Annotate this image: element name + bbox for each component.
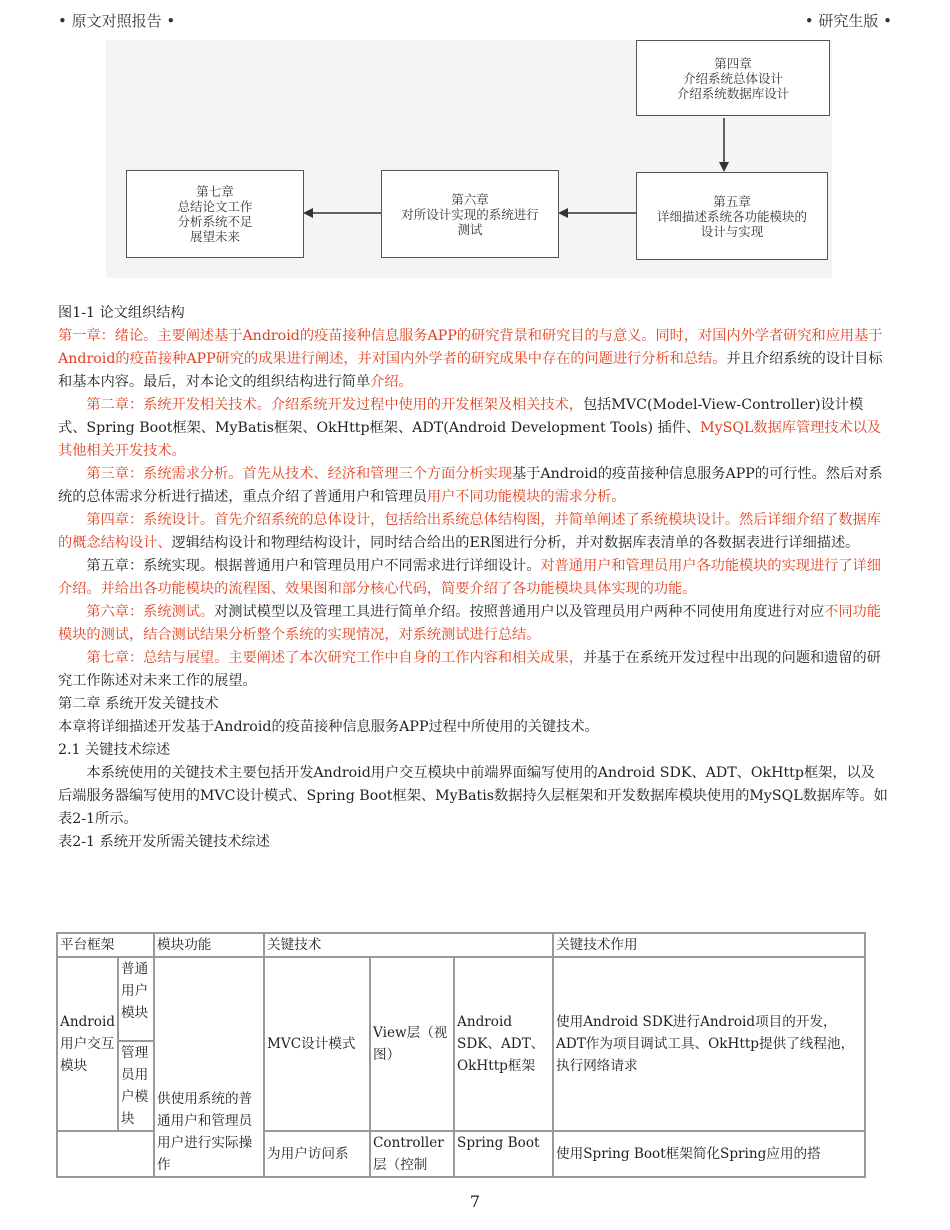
cell-normal-user: 普通用户模块 (118, 957, 154, 1041)
chapter4-line1: 第四章 (714, 55, 752, 71)
table-caption: 表2-1 系统开发所需关键技术综述 (58, 834, 270, 850)
chapter7-box (126, 170, 304, 258)
cell-android-tech: Android SDK、ADT、OkHttp框架 (454, 957, 553, 1131)
cell-spring-role: 使用Spring Boot框架简化Spring应用的搭 (553, 1131, 865, 1177)
cell-view-layer: View层（视图） (370, 957, 454, 1131)
paragraph-chapter6: 第六章：系统测试。对测试模型以及管理工具进行简单介绍。按照普通用户以及管理员用户两种不同使用角度进行对应不同功能模块的测试，结合测试结果分析整个系统的实现情况，对系统测试进行总结。 (58, 604, 881, 643)
header-right: • 研究生版 • (804, 12, 892, 30)
paragraph-chapter7: 第七章：总结与展望。主要阐述了本次研究工作中自身的工作内容和相关成果，并基于在系统开发过程中出现的问题和遗留的研究工作陈述对未来工作的展望。 (58, 650, 881, 689)
chapter2-title: 第二章 系统开发关键技术 (58, 696, 219, 712)
chapter4-line3: 介绍系统数据库设计 (676, 85, 790, 101)
document-body (58, 302, 888, 854)
chapter5-box (636, 172, 828, 260)
cell-android-role: 使用Android SDK进行Android项目的开发，ADT作为项目调试工具、OkHttp提供了线程池，执行网络请求 (553, 957, 865, 1131)
chapter7-line3: 分析系统不足 (177, 214, 253, 229)
chapter4-box (636, 40, 830, 116)
chapter5-line3: 设计与实现 (700, 223, 764, 239)
header-module: 模块功能 (154, 933, 264, 957)
chapter4-line2: 介绍系统总体设计 (682, 70, 783, 86)
header-role: 关键技术作用 (553, 933, 865, 957)
paragraph-chapter4: 第四章：系统设计。首先介绍系统的总体设计，包括给出系统总体结构图，并简单阐述了系统模块设计。然后详细介绍了数据库的概念结构设计、逻辑结构设计和物理结构设计，同时结合给出的ER图进行分析，并对数据库表清单的各数据表进行详细描述。 (58, 512, 881, 551)
arrowhead-ch4-ch5 (719, 162, 729, 172)
chapter6-line2: 对所设计实现的系统进行 (401, 206, 539, 222)
chapter7-line2: 总结论文工作 (177, 199, 253, 214)
paragraph-chapter2: 第二章：系统开发相关技术。介绍系统开发过程中使用的开发框架及相关技术，包括MVC(Model-View-Controller)设计模式、Spring Boot框架、MyBatis框架、OkHttp框架、ADT(Android Development Tools) 插件、MySQL数据库管理技术以及其他相关开发技术。 (58, 397, 882, 459)
header-left: • 原文对照报告 • (58, 12, 176, 30)
section21-title: 2.1 关键技术综述 (58, 742, 171, 758)
chapter5-line1: 第五章 (713, 193, 751, 209)
cell-server-desc: 为用户访问系 (264, 1131, 370, 1177)
arrowhead-ch5-ch6 (558, 208, 568, 218)
chapter5-line2: 详细描述系统各功能模块的 (656, 208, 807, 224)
chapter7-line4: 展望未来 (189, 229, 240, 244)
chapter7-line1: 第七章 (196, 184, 234, 199)
chapter6-line3: 测试 (457, 221, 483, 237)
key-tech-table (56, 932, 866, 1178)
header-tech: 关键技术 (264, 933, 553, 957)
cell-admin-user: 管理员用户模块 (118, 1041, 154, 1131)
section21-text: 本系统使用的关键技术主要包括开发Android用户交互模块中前端界面编写使用的Android SDK、ADT、OkHttp框架，以及后端服务器编写使用的MVC设计模式、Spring Boot框架、MyBatis数据持久层框架和开发数据库模块使用的MySQL数据库等。如表2-1所示。 (58, 765, 888, 827)
cell-spring-tech: Spring Boot (454, 1131, 553, 1177)
chapter6-line1: 第六章 (451, 191, 489, 207)
header-platform: 平台框架 (57, 933, 154, 957)
table-header-row (57, 933, 865, 957)
cell-module-func: 供使用系统的普通用户和管理员用户进行实际操作 (154, 957, 264, 1177)
arrowhead-ch6-ch7 (303, 208, 313, 218)
org-structure-figure (106, 40, 832, 278)
paragraph-chapter1: 第一章：绪论。主要阐述基于Android的疫苗接种信息服务APP的研究背景和研究目的与意义。同时，对国内外学者研究和应用基于Android的疫苗接种APP研究的成果进行阐述，并对国内外学者的研究成果中存在的问题进行分析和总结。并且介绍系统的设计目标和基本内容。最后，对本论文的组织结构进行简单介绍。 (58, 328, 883, 390)
cell-mvc: MVC设计模式 (264, 957, 370, 1131)
table-row (57, 957, 865, 1041)
page-number: 7 (469, 1192, 481, 1211)
cell-android-module: Android用户交互模块 (57, 957, 118, 1131)
cell-server-platform (57, 1131, 154, 1177)
chapter6-box (381, 170, 559, 258)
paragraph-chapter5: 第五章：系统实现。根据普通用户和管理员用户不同需求进行详细设计。对普通用户和管理员用户各功能模块的实现进行了详细介绍。并给出各功能模块的流程图、效果图和部分核心代码，简要介绍了各功能模块具体实现的功能。 (58, 558, 881, 597)
cell-controller-layer: Controller层（控制 (370, 1131, 454, 1177)
figure-caption: 图1-1 论文组织结构 (58, 305, 185, 321)
chapter2-intro: 本章将详细描述开发基于Android的疫苗接种信息服务APP过程中所使用的关键技术。 (58, 719, 599, 735)
paragraph-chapter3: 第三章：系统需求分析。首先从技术、经济和管理三个方面分析实现基于Android的疫苗接种信息服务APP的可行性。然后对系统的总体需求分析进行描述，重点介绍了普通用户和管理员用户不同功能模块的需求分析。 (58, 466, 883, 505)
